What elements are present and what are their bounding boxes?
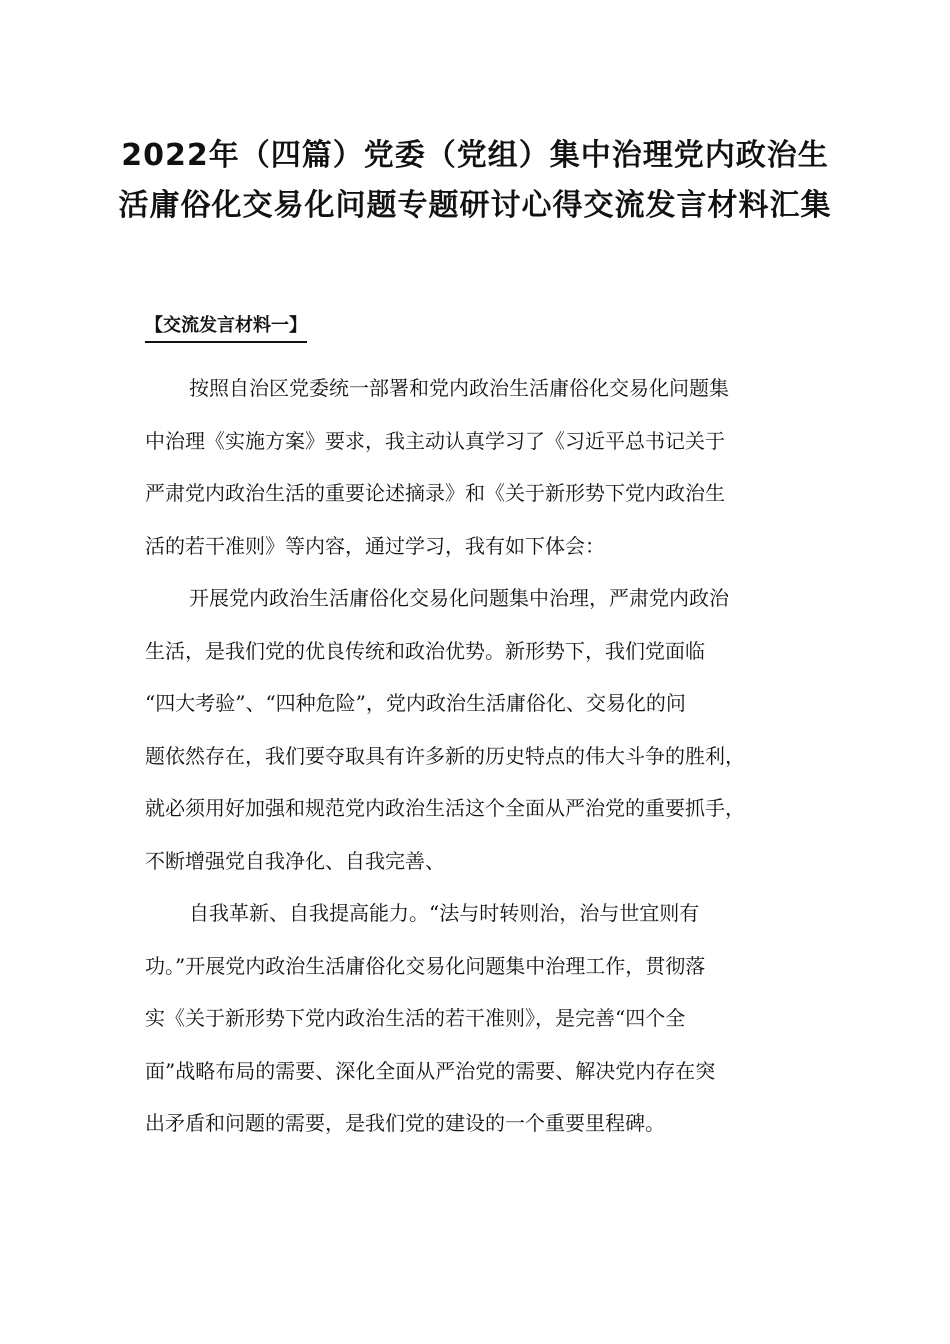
body-paragraph bbox=[145, 362, 810, 572]
paragraph-line: 严肃党内政治生活的重要论述摘录》和《关于新形势下党内政治生 bbox=[145, 481, 725, 505]
paragraph-line: “四大考验”、“四种危险”，党内政治生活庸俗化、交易化的问 bbox=[145, 691, 686, 715]
paragraph-line: 实《关于新形势下党内政治生活的若干准则》，是完善“四个全 bbox=[145, 1006, 686, 1030]
body-paragraph bbox=[145, 572, 810, 887]
paragraph-line: 就必须用好加强和规范党内政治生活这个全面从严治党的重要抓手， bbox=[145, 796, 745, 820]
paragraph-line: 按照自治区党委统一部署和党内政治生活庸俗化交易化问题集 bbox=[189, 376, 729, 400]
paragraph-line: 面”战略布局的需要、深化全面从严治党的需要、解决党内存在突 bbox=[145, 1058, 716, 1083]
paragraph-line: 活的若干准则》等内容，通过学习，我有如下体会： bbox=[145, 533, 605, 558]
paragraph-line: 中治理《实施方案》要求，我主动认真学习了《习近平总书记关于 bbox=[145, 428, 725, 453]
paragraph-line: 自我革新、自我提高能力。“法与时转则治，治与世宜则有 bbox=[189, 901, 700, 925]
section-heading: 【交流发言材料一】 bbox=[145, 311, 307, 343]
title-line: 2022年（四篇）党委（党组）集中治理党内政治生 bbox=[121, 138, 829, 173]
paragraph-line: 开展党内政治生活庸俗化交易化问题集中治理，严肃党内政治 bbox=[189, 586, 729, 610]
paragraph-line: 不断增强党自我净化、自我完善、 bbox=[145, 848, 445, 873]
title-line: 活庸俗化交易化问题专题研讨心得交流发言材料汇集 bbox=[118, 188, 832, 223]
paragraph-line: 题依然存在，我们要夺取具有许多新的历史特点的伟大斗争的胜利， bbox=[145, 743, 745, 768]
paragraph-line: 出矛盾和问题的需要，是我们党的建设的一个重要里程碑。 bbox=[145, 1111, 665, 1135]
body-paragraph bbox=[145, 887, 810, 1150]
paragraph-line: 功。”开展党内政治生活庸俗化交易化问题集中治理工作，贯彻落 bbox=[145, 953, 706, 978]
document-title bbox=[0, 131, 950, 231]
paragraph-line: 生活，是我们党的优良传统和政治优势。新形势下，我们党面临 bbox=[145, 638, 705, 663]
